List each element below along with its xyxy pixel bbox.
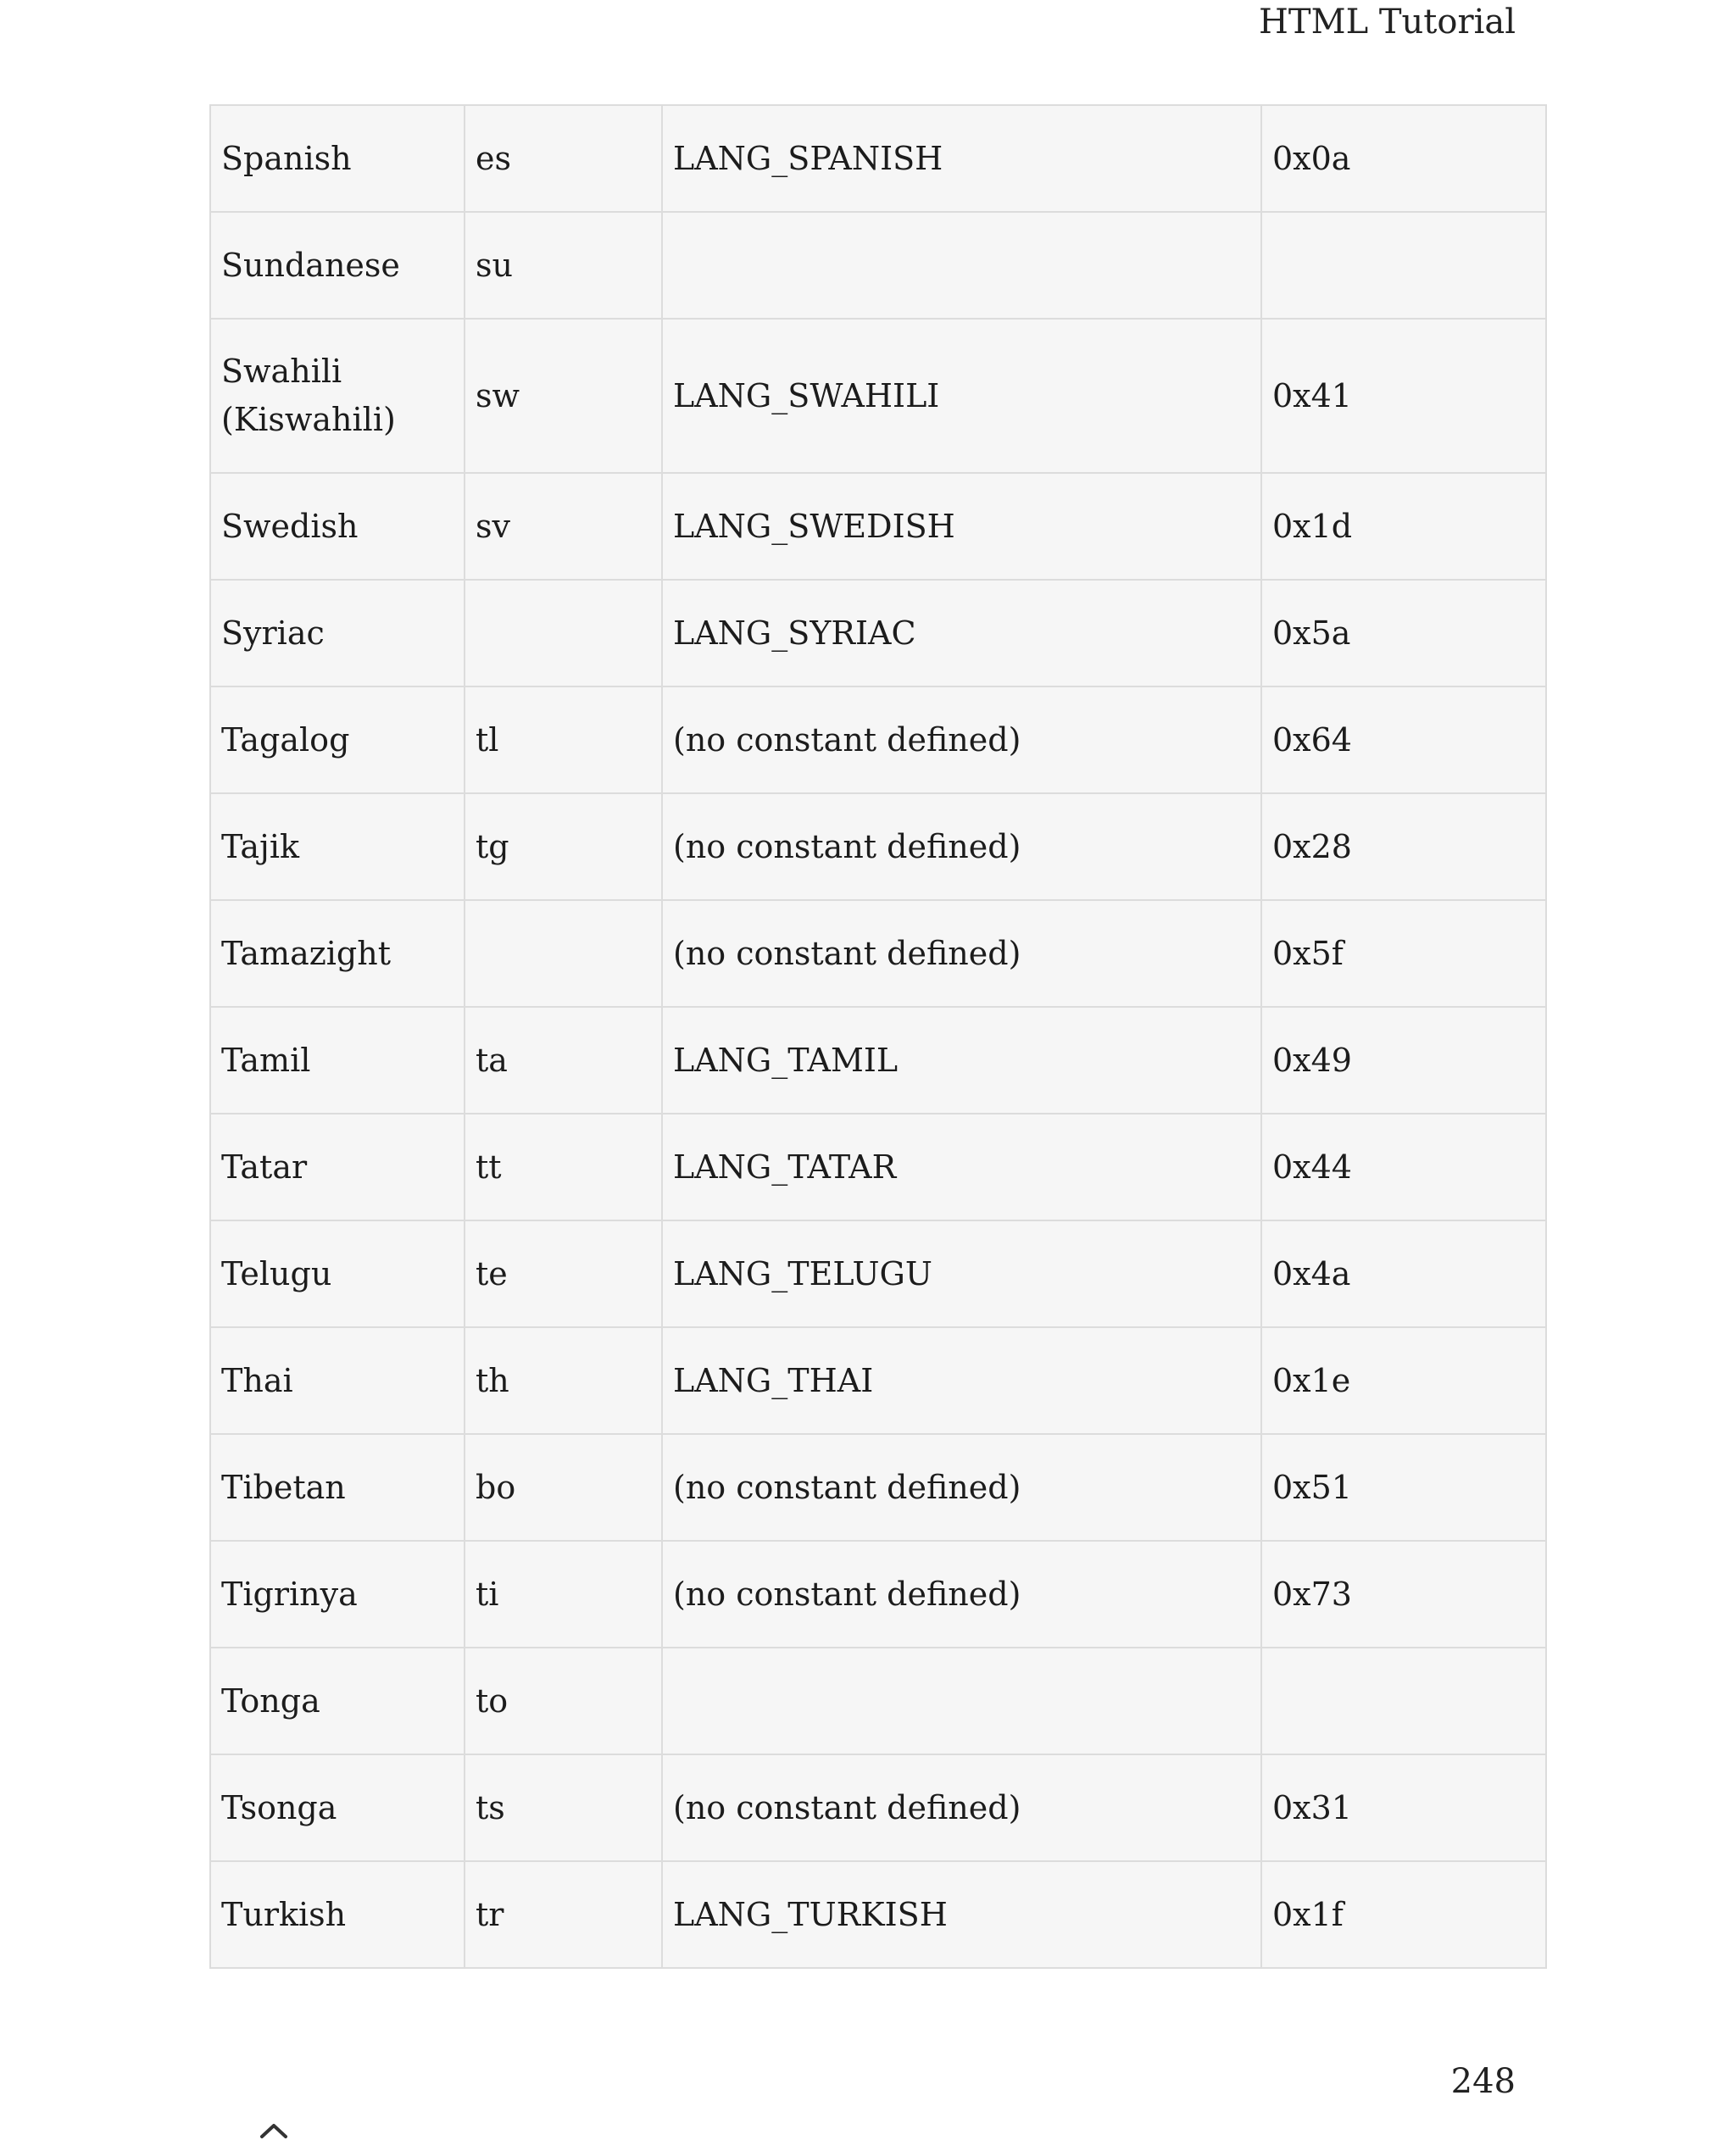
language-cell: Tatar bbox=[210, 1114, 465, 1220]
constant-cell: (no constant defined) bbox=[662, 1541, 1261, 1648]
value-cell: 0x49 bbox=[1261, 1007, 1546, 1114]
code-cell bbox=[465, 580, 662, 686]
page-number: 248 bbox=[1450, 2062, 1516, 2101]
value-cell: 0x41 bbox=[1261, 319, 1546, 473]
value-cell: 0x31 bbox=[1261, 1754, 1546, 1861]
constant-cell bbox=[662, 1648, 1261, 1754]
language-cell: Tonga bbox=[210, 1648, 465, 1754]
table-row bbox=[210, 1434, 1546, 1541]
table-row bbox=[210, 1541, 1546, 1648]
table-row bbox=[210, 793, 1546, 900]
language-cell: Tsonga bbox=[210, 1754, 465, 1861]
table-row bbox=[210, 1861, 1546, 1968]
language-cell: Syriac bbox=[210, 580, 465, 686]
code-cell: tt bbox=[465, 1114, 662, 1220]
language-cell: Sundanese bbox=[210, 212, 465, 319]
code-cell: sw bbox=[465, 319, 662, 473]
value-cell: 0x0a bbox=[1261, 105, 1546, 212]
table-row bbox=[210, 105, 1546, 212]
chevron-up-icon[interactable] bbox=[257, 2116, 291, 2140]
code-cell bbox=[465, 900, 662, 1007]
language-cell: Swahili (Kiswahili) bbox=[210, 319, 465, 473]
language-cell: Tajik bbox=[210, 793, 465, 900]
code-cell: es bbox=[465, 105, 662, 212]
code-cell: ts bbox=[465, 1754, 662, 1861]
constant-cell: (no constant defined) bbox=[662, 1754, 1261, 1861]
value-cell: 0x28 bbox=[1261, 793, 1546, 900]
value-cell: 0x51 bbox=[1261, 1434, 1546, 1541]
value-cell: 0x73 bbox=[1261, 1541, 1546, 1648]
constant-cell: (no constant defined) bbox=[662, 686, 1261, 793]
language-cell: Tagalog bbox=[210, 686, 465, 793]
language-cell: Tibetan bbox=[210, 1434, 465, 1541]
code-cell: bo bbox=[465, 1434, 662, 1541]
constant-cell: LANG_TELUGU bbox=[662, 1220, 1261, 1327]
value-cell bbox=[1261, 1648, 1546, 1754]
constant-cell: LANG_SWAHILI bbox=[662, 319, 1261, 473]
value-cell: 0x1e bbox=[1261, 1327, 1546, 1434]
table-row bbox=[210, 1220, 1546, 1327]
table-row bbox=[210, 212, 1546, 319]
running-header: HTML Tutorial bbox=[1259, 3, 1516, 42]
table-row bbox=[210, 1327, 1546, 1434]
constant-cell: LANG_SYRIAC bbox=[662, 580, 1261, 686]
constant-cell: LANG_THAI bbox=[662, 1327, 1261, 1434]
value-cell: 0x44 bbox=[1261, 1114, 1546, 1220]
value-cell: 0x64 bbox=[1261, 686, 1546, 793]
code-cell: ta bbox=[465, 1007, 662, 1114]
constant-cell: (no constant defined) bbox=[662, 900, 1261, 1007]
value-cell: 0x1d bbox=[1261, 473, 1546, 580]
language-cell: Swedish bbox=[210, 473, 465, 580]
constant-cell: LANG_SPANISH bbox=[662, 105, 1261, 212]
table-row bbox=[210, 473, 1546, 580]
language-cell: Tigrinya bbox=[210, 1541, 465, 1648]
value-cell: 0x5f bbox=[1261, 900, 1546, 1007]
code-cell: tl bbox=[465, 686, 662, 793]
table-row bbox=[210, 1648, 1546, 1754]
value-cell: 0x5a bbox=[1261, 580, 1546, 686]
code-cell: su bbox=[465, 212, 662, 319]
code-cell: tg bbox=[465, 793, 662, 900]
constant-cell: LANG_TAMIL bbox=[662, 1007, 1261, 1114]
language-cell: Telugu bbox=[210, 1220, 465, 1327]
value-cell: 0x1f bbox=[1261, 1861, 1546, 1968]
code-cell: sv bbox=[465, 473, 662, 580]
code-cell: te bbox=[465, 1220, 662, 1327]
constant-cell: (no constant defined) bbox=[662, 1434, 1261, 1541]
language-cell: Spanish bbox=[210, 105, 465, 212]
constant-cell bbox=[662, 212, 1261, 319]
value-cell bbox=[1261, 212, 1546, 319]
code-cell: tr bbox=[465, 1861, 662, 1968]
constant-cell: LANG_TATAR bbox=[662, 1114, 1261, 1220]
table-row bbox=[210, 1754, 1546, 1861]
language-cell: Turkish bbox=[210, 1861, 465, 1968]
table-row bbox=[210, 580, 1546, 686]
value-cell: 0x4a bbox=[1261, 1220, 1546, 1327]
table-row bbox=[210, 900, 1546, 1007]
constant-cell: (no constant defined) bbox=[662, 793, 1261, 900]
language-cell: Tamil bbox=[210, 1007, 465, 1114]
language-cell: Thai bbox=[210, 1327, 465, 1434]
language-code-table bbox=[209, 104, 1547, 1969]
code-cell: to bbox=[465, 1648, 662, 1754]
table-row bbox=[210, 686, 1546, 793]
table-row bbox=[210, 1114, 1546, 1220]
constant-cell: LANG_SWEDISH bbox=[662, 473, 1261, 580]
language-cell: Tamazight bbox=[210, 900, 465, 1007]
table-row bbox=[210, 1007, 1546, 1114]
constant-cell: LANG_TURKISH bbox=[662, 1861, 1261, 1968]
code-cell: th bbox=[465, 1327, 662, 1434]
code-cell: ti bbox=[465, 1541, 662, 1648]
table-row bbox=[210, 319, 1546, 473]
